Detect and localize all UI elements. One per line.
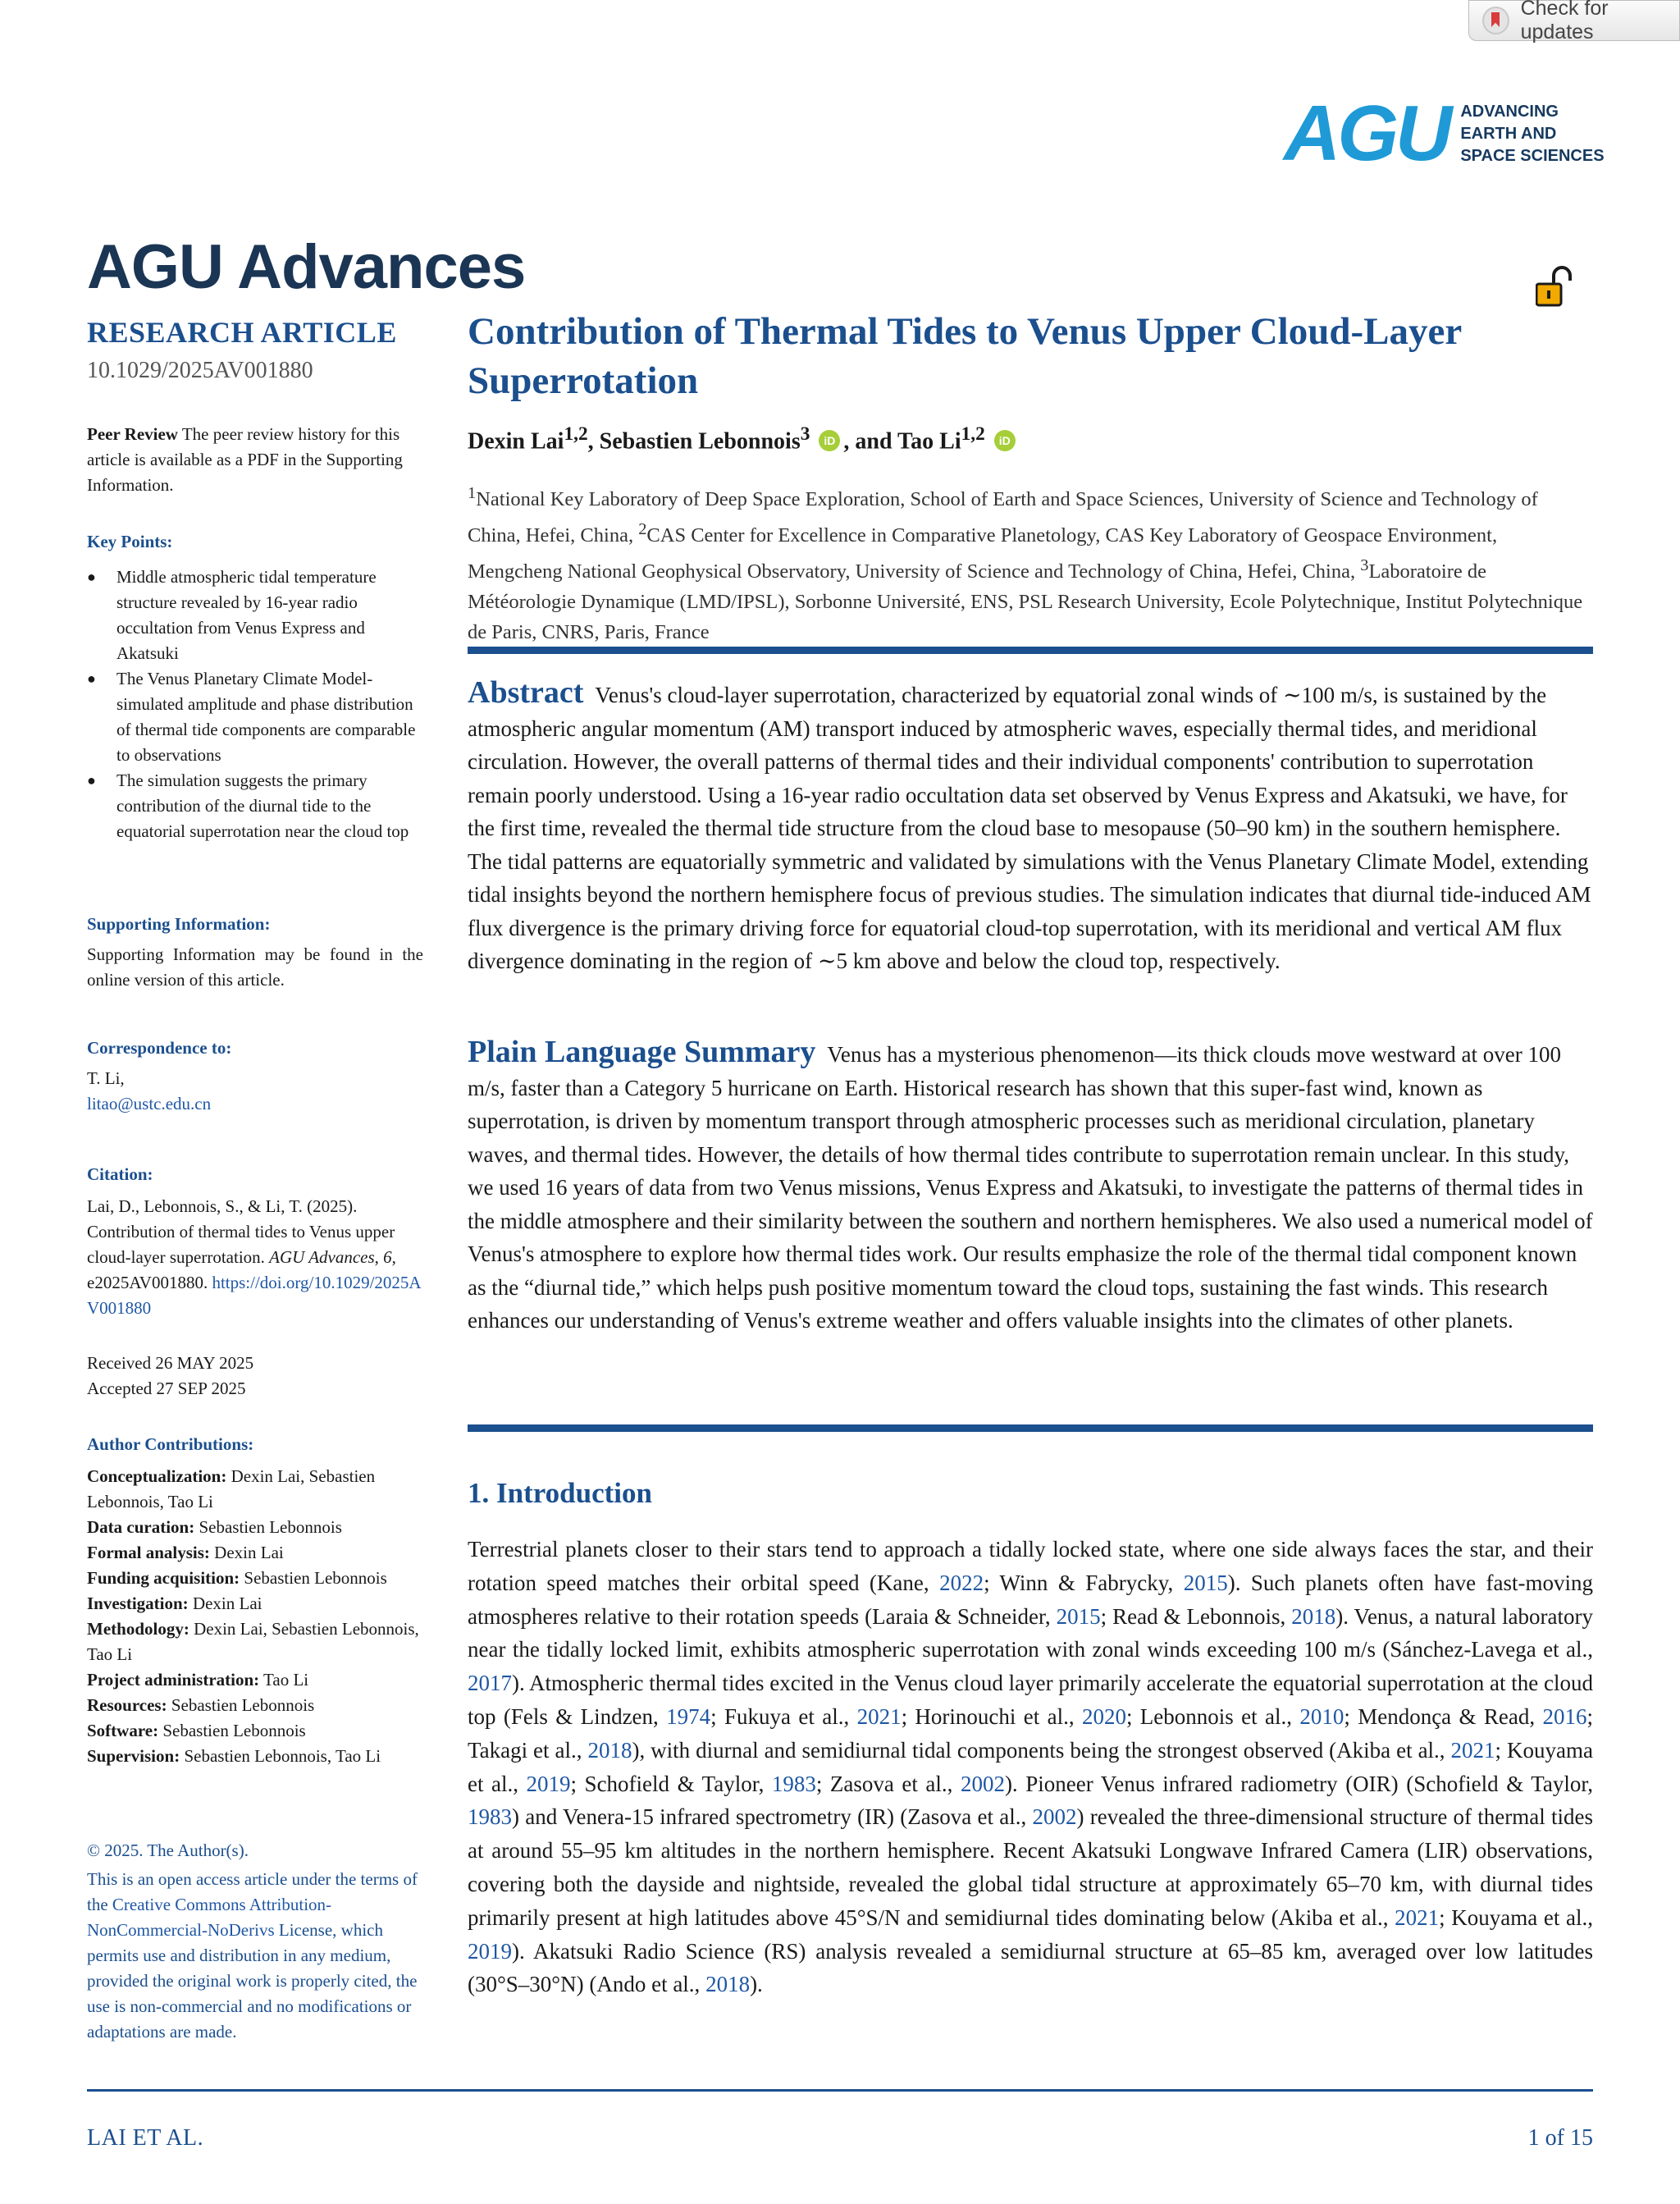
intro-text-run: ; Zasova et al., [815,1771,961,1796]
contribution-names: Dexin Lai, Sebastien Lebonnois, Tao Li [87,1466,376,1511]
contribution-item [87,1667,423,1693]
supporting-text: Supporting Information may be found in the online version of this article. [87,944,423,990]
contribution-names: Sebastien Lebonnois [199,1517,342,1537]
intro-text-run: ; Winn & Fabrycky, [984,1570,1184,1595]
citation-heading: Citation: [87,1164,153,1184]
contributions-heading: Author Contributions: [87,1434,254,1454]
affiliation-sup: 2 [638,520,647,539]
contribution-names: Dexin Lai [192,1594,262,1613]
agu-tagline-line: SPACE SCIENCES [1460,146,1605,165]
intro-text-run: Terrestrial planets closer to their stars tend to approach a tidally locked state, where one side always faces the star, and their rotation speed matches their orbital speed (Kane, [468,1537,1593,1595]
plain-language-summary [468,1036,1593,1337]
intro-text-run: ). [750,1972,763,1997]
license-link[interactable]: Creative Commons Attribution-NonCommercial-NoDerivs [87,1895,332,1940]
reference-link[interactable]: 2016 [1542,1703,1587,1729]
intro-text-run: ; Schofield & Taylor, [570,1771,772,1796]
reference-link[interactable]: 2021 [856,1703,902,1729]
journal-name: AGU Advances [87,232,526,302]
reference-link[interactable]: 2021 [1395,1904,1440,1930]
article-doi: 10.1029/2025AV001880 [87,358,313,383]
footer-authors: LAI ET AL. [87,2125,204,2151]
agu-tagline-line: EARTH AND [1460,124,1557,143]
reference-link[interactable]: 2022 [939,1570,984,1595]
reference-link[interactable]: 1983 [468,1804,512,1830]
check-for-updates-label: Check for updates [1520,0,1609,43]
author-separator: , [587,428,600,455]
divider [468,647,1593,654]
supporting-info [87,912,423,993]
abstract-text: Venus's cloud-layer superrotation, characterized by equatorial zonal winds of ∼100 m/s, is sustained by the atmospheric angular momentum (AM) transport induced by atmospheric waves, especially thermal tides, and meridional circulation. However, the overall patterns of thermal tides and their individual components' contribution to superrotation remain poorly understood. Using a 16-year radio occultation data set observed by Venus Express and Akatsuki, we have, for the first time, revealed the thermal tide structure from the cloud base to mesopause (50–90 km) in the southern hemisphere. The tidal patterns are equatorially symmetric and validated by simulations with the Venus Planetary Climate Model, extending tidal insights beyond the northern hemisphere focus of previous studies. The simulation indicates that diurnal tide-induced AM flux divergence is the primary driving force for equatorial cloud-top superrotation, with its meridional and vertical AM flux divergence dominating in the region of ∼5 km above and below the cloud top, respectively. [468,683,1591,973]
pls-heading: Plain Language Summary [468,1035,816,1069]
citation-article-number: , e2025AV001880. [87,1247,396,1292]
reference-link[interactable]: 2015 [1056,1603,1101,1629]
contribution-role: Data curation: [87,1517,195,1537]
contribution-names: Sebastien Lebonnois [171,1695,315,1715]
affiliation-text: National Key Laboratory of Deep Space Exploration, School of Earth and Space Sciences, University of Science and Technology of China, Hefei, China, [468,488,1538,547]
check-for-updates-button[interactable] [1468,0,1680,41]
author-contributions [87,1432,423,1769]
page-number: 1 of 15 [1527,2125,1593,2151]
reference-link[interactable]: 2018 [1291,1603,1336,1629]
divider [468,1424,1593,1432]
affiliation-sup: 3 [1360,556,1369,575]
intro-text-run: ). Such planets often have fast-moving atmospheres relative to their rotation speeds (Laraia & Schneider, [468,1570,1593,1629]
abstract-heading: Abstract [468,675,584,710]
copyright: © 2025. The Author(s). [87,1840,249,1860]
key-point: ● The Venus Planetary Climate Model-simulated amplitude and phase distribution of thermal tide components are comparable to observations [87,666,423,768]
contribution-role: Investigation: [87,1594,189,1613]
author-name: Dexin Lai [468,428,564,455]
reference-link[interactable]: 2002 [960,1771,1005,1796]
key-points [87,529,423,844]
reference-link[interactable]: 2019 [526,1771,571,1796]
author-name: Tao Li [897,428,961,455]
supporting-heading: Supporting Information: [87,914,271,934]
received-date: Received 26 MAY 2025 [87,1353,254,1373]
contributions-list [87,1464,423,1769]
peer-review-label: Peer Review [87,424,178,444]
affiliation-sup: 1 [468,484,477,502]
agu-logo-mark: AGU [1284,89,1449,177]
reference-link[interactable]: 2021 [1450,1737,1495,1763]
intro-text-run: ) and Venera-15 infrared spectrometry (IR) (Zasova et al., [512,1804,1033,1830]
contribution-item [87,1616,423,1667]
contribution-item [87,1464,423,1515]
accepted-date: Accepted 27 SEP 2025 [87,1379,246,1398]
intro-text-run: ; Read & Lebonnois, [1100,1603,1292,1629]
reference-link[interactable]: 2018 [705,1972,751,1997]
author-affiliation-sup: 3 [800,423,810,445]
intro-text-run: ), with diurnal and semidiurnal tidal components being the strongest observed (Akiba et al., [632,1737,1451,1763]
citation-doi-link[interactable]: https://doi.org/10.1029/2025AV001880 [87,1273,422,1318]
intro-text-run: ; Kouyama et al., [468,1737,1593,1796]
intro-text-run: ). Venus, a natural laboratory near the tidally locked limit, exhibits atmospheric superrotation with zonal winds exceeding 100 m/s (Sánchez-Lavega et al., [468,1603,1593,1662]
correspondence-name: T. Li, [87,1068,125,1088]
contribution-names: Sebastien Lebonnois [162,1721,306,1740]
orcid-icon[interactable]: iD [819,430,840,451]
reference-link[interactable]: 2020 [1081,1703,1126,1729]
author-separator: , and [843,428,898,455]
contribution-role: Conceptualization: [87,1466,227,1486]
citation-volume: 6 [383,1247,392,1267]
reference-link[interactable]: 1983 [771,1771,816,1796]
agu-logo [1284,89,1605,177]
author-name: Sebastien Lebonnois [599,428,801,455]
citation [87,1162,423,1321]
abstract [468,676,1593,978]
contribution-item [87,1540,423,1566]
citation-journal: AGU Advances [269,1247,375,1267]
orcid-icon[interactable]: iD [994,430,1016,451]
contribution-names: Dexin Lai [214,1543,284,1562]
contribution-role: Supervision: [87,1746,180,1766]
contribution-role: Funding acquisition: [87,1568,240,1588]
citation-text: Lai, D., Lebonnois, S., & Li, T. (2025). Contribution of thermal tides to Venus upper cloud-layer superrotation. AGU Advances, 6, e2025AV001880. https://doi.org/10.1029/2025AV001880 [87,1196,422,1318]
footer-divider [87,2089,1593,2092]
author-affiliation-sup: 1,2 [564,423,588,445]
agu-tagline [1460,101,1604,167]
intro-text-run: ; Horinouchi et al., [901,1703,1082,1729]
reference-link[interactable]: 2010 [1299,1703,1344,1729]
intro-text-run: ; Takagi et al., [468,1703,1593,1763]
reference-link[interactable]: 2017 [468,1671,512,1696]
contribution-item [87,1515,423,1540]
contribution-item [87,1693,423,1718]
contribution-names: Dexin Lai, Sebastien Lebonnois, Tao Li [87,1619,419,1664]
intro-text-run: ; Kouyama et al., [1439,1904,1593,1930]
contribution-names: Tao Li [263,1670,309,1690]
introduction-text [468,1533,1593,2001]
intro-text-run: ). Atmospheric thermal tides excited in the Venus cloud layer primarily accelerate the equatorial superrotation at the cloud top (Fels & Lindzen, [468,1671,1593,1729]
contribution-role: Formal analysis: [87,1543,210,1562]
key-point: ● The simulation suggests the primary contribution of the diurnal tide to the equatorial superrotation near the cloud top [87,768,423,844]
citation-body: Lai, D., Lebonnois, S., & Li, T. (2025). Contribution of thermal tides to Venus upper cloud-layer superrotation. [87,1196,395,1267]
intro-text-run: ; Fukuya et al., [710,1703,857,1729]
section-heading: 1. Introduction [468,1477,652,1509]
affiliation-text: Laboratoire de Météorologie Dynamique (LMD/IPSL), Sorbonne Université, ENS, PSL Research University, Ecole Polytechnique, Institut Polytechnique de Paris, CNRS, Paris, France [468,560,1583,644]
bookmark-icon [1482,7,1509,34]
agu-tagline-line: ADVANCING [1460,102,1559,121]
contribution-item [87,1744,423,1769]
contribution-names: Sebastien Lebonnois, Tao Li [184,1746,381,1766]
reference-link[interactable]: 1974 [666,1703,711,1729]
intro-text-run: ; Mendonça & Read, [1344,1703,1543,1729]
correspondence [87,1036,423,1117]
reference-link[interactable]: 2018 [587,1737,632,1763]
contribution-names: Sebastien Lebonnois [244,1568,387,1588]
correspondence-email-link[interactable]: litao@ustc.edu.cn [87,1094,212,1113]
license-text [87,1867,423,2045]
intro-text-run: ). Pioneer Venus infrared radiometry (OIR) (Schofield & Taylor, [1004,1771,1593,1796]
contribution-item [87,1718,423,1744]
intro-text-run: ). Akatsuki Radio Science (RS) analysis revealed a semidiurnal structure at 65–85 km, averaged over low latitudes (30°S–30°N) (Ando et al., [468,1938,1593,1997]
correspondence-heading: Correspondence to: [87,1038,232,1058]
affiliation-text: CAS Center for Excellence in Comparative Planetology, CAS Key Laboratory of Geospace Environment, Mengcheng National Geophysical Observatory, University of Science and Technology of China, Hefei, China, [468,524,1498,583]
key-points-heading: Key Points: [87,532,173,551]
license-intro: This is an open access article under the terms of the [87,1869,418,1914]
open-access-lock-icon [1536,264,1572,307]
contribution-role: Resources: [87,1695,167,1715]
license-terms: License, which permits use and distribution in any medium, provided the original work is properly cited, the use is non-commercial and no modifications or adaptations are made. [87,1920,418,2042]
article-title: Contribution of Thermal Tides to Venus Upper Cloud-Layer Superrotation [468,310,1462,402]
reference-link[interactable]: 2019 [468,1938,512,1964]
contribution-item [87,1591,423,1616]
contribution-item [87,1566,423,1591]
article-dates [87,1351,423,1402]
contribution-role: Software: [87,1721,159,1740]
intro-text-run: ; Lebonnois et al., [1125,1703,1300,1729]
key-point: ● Middle atmospheric tidal temperature structure revealed by 16-year radio occultation from Venus Express and Akatsuki [87,565,423,666]
peer-review-note [87,422,423,498]
reference-link[interactable]: 2002 [1032,1804,1077,1830]
peer-review-text: The peer review history for this article is available as a PDF in the Supporting Information. [87,424,403,495]
reference-link[interactable]: 2015 [1183,1570,1228,1595]
contribution-role: Methodology: [87,1619,189,1639]
author-affiliation-sup: 1,2 [961,423,985,445]
affiliations [468,478,1593,647]
license-note [87,1838,423,2045]
pls-text: Venus has a mysterious phenomenon—its thick clouds move westward at over 100 m/s, faster than a Category 5 hurricane on Earth. Historical research has shown that this super-fast wind, known as superrotation, is driven by momentum transport through atmospheric processes such as meridional circulation, planetary waves, and thermal tides. However, the details of how thermal tides contribute to superrotation remain unclear. In this study, we used 16 years of data from two Venus missions, Venus Express and Akatsuki, to investigate the patterns of thermal tides in the middle atmosphere and their similarity between the southern and northern hemispheres. We also used a numerical model of Venus's atmosphere to explore how thermal tides work. Our results emphasize the role of the thermal tidal component known as the “diurnal tide,” which helps push positive momentum toward the cloud tops, sustaining the fast winds. This research enhances our understanding of Venus's extreme weather and offers valuable insights into the climates of other planets. [468,1042,1593,1333]
author-list [468,423,1593,455]
article-type: RESEARCH ARTICLE [87,316,397,349]
contribution-role: Project administration: [87,1670,260,1690]
intro-text-run: ) revealed the three-dimensional structure of thermal tides at around 55–95 km altitudes in the northern hemisphere. Recent Akatsuki Longwave Infrared Camera (LIR) observations, covering both the dayside and nightside, revealed the global tidal structure at approximately 65–70 km, with diurnal tides primarily present at high latitudes above 45°S/N and semidiurnal tides dominating below (Akiba et al., [468,1804,1594,1930]
